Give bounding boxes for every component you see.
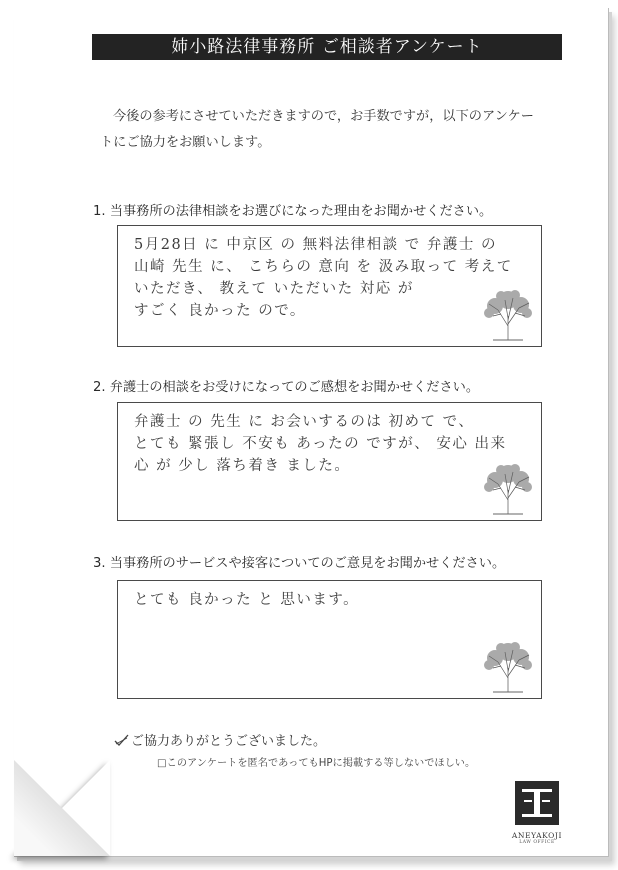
answer-2-line-2: とても 緊張し 不安も あったの ですが、 安心 出来 (134, 436, 507, 452)
handwritten-answer-2 (134, 411, 514, 477)
question-3-label: 3. 当事務所のサービスや接客についてのご意見をお聞かせください。 (93, 556, 506, 571)
tree-icon (479, 460, 537, 516)
intro-text (100, 104, 570, 156)
tree-icon (479, 638, 537, 694)
answer-2-line-1: 弁護士 の 先生 に お会いするのは 初めて で、 (134, 414, 475, 430)
law-office-logo-icon (514, 780, 560, 826)
answer-1-line-1: 5月28日 に 中京区 の 無料法律相談 で 弁護士 の (134, 237, 497, 253)
survey-sheet (14, 8, 609, 857)
logo-name: ANEYAKOJI (511, 831, 563, 840)
page-title: 姉小路法律事務所 ご相談者アンケート (92, 34, 562, 60)
answer-box-3 (117, 580, 542, 699)
answer-box-2 (117, 402, 542, 521)
tree-icon (479, 286, 537, 342)
law-office-logo (503, 780, 571, 852)
thanks-message (114, 730, 326, 749)
answer-1-line-2: 山崎 先生 に、 こちらの 意向 を 汲み取って 考えて (134, 259, 513, 275)
answer-1-line-4: すごく 良かった ので。 (134, 303, 306, 319)
answer-1-line-3: いただき、 教えて いただいた 対応 が (134, 281, 414, 297)
question-2-label: 2. 弁護士の相談をお受けになってのご感想をお聞かせください。 (93, 380, 480, 395)
intro-line-2: トにご協力をお願いします。 (100, 135, 271, 150)
thanks-text: ご協力ありがとうございました。 (131, 734, 327, 749)
answer-box-1 (117, 225, 542, 347)
check-mark-icon (114, 734, 129, 747)
intro-line-1: 今後の参考にさせていただきますので，お手数ですが，以下のアンケー (113, 109, 534, 124)
handwritten-answer-1 (134, 234, 514, 322)
answer-2-line-3: 心 が 少し 落ち着き ました。 (134, 458, 351, 474)
handwritten-answer-3 (134, 589, 514, 611)
logo-subtitle: LAW OFFICE (519, 840, 555, 845)
question-1-label: 1. 当事務所の法律相談をお選びになった理由をお聞かせください。 (93, 204, 493, 219)
anonymity-checkbox-label: □このアンケートを匿名であってもHPに掲載する等しないでほしい。 (157, 758, 476, 769)
answer-3-line-1: とても 良かった と 思います。 (134, 592, 360, 608)
